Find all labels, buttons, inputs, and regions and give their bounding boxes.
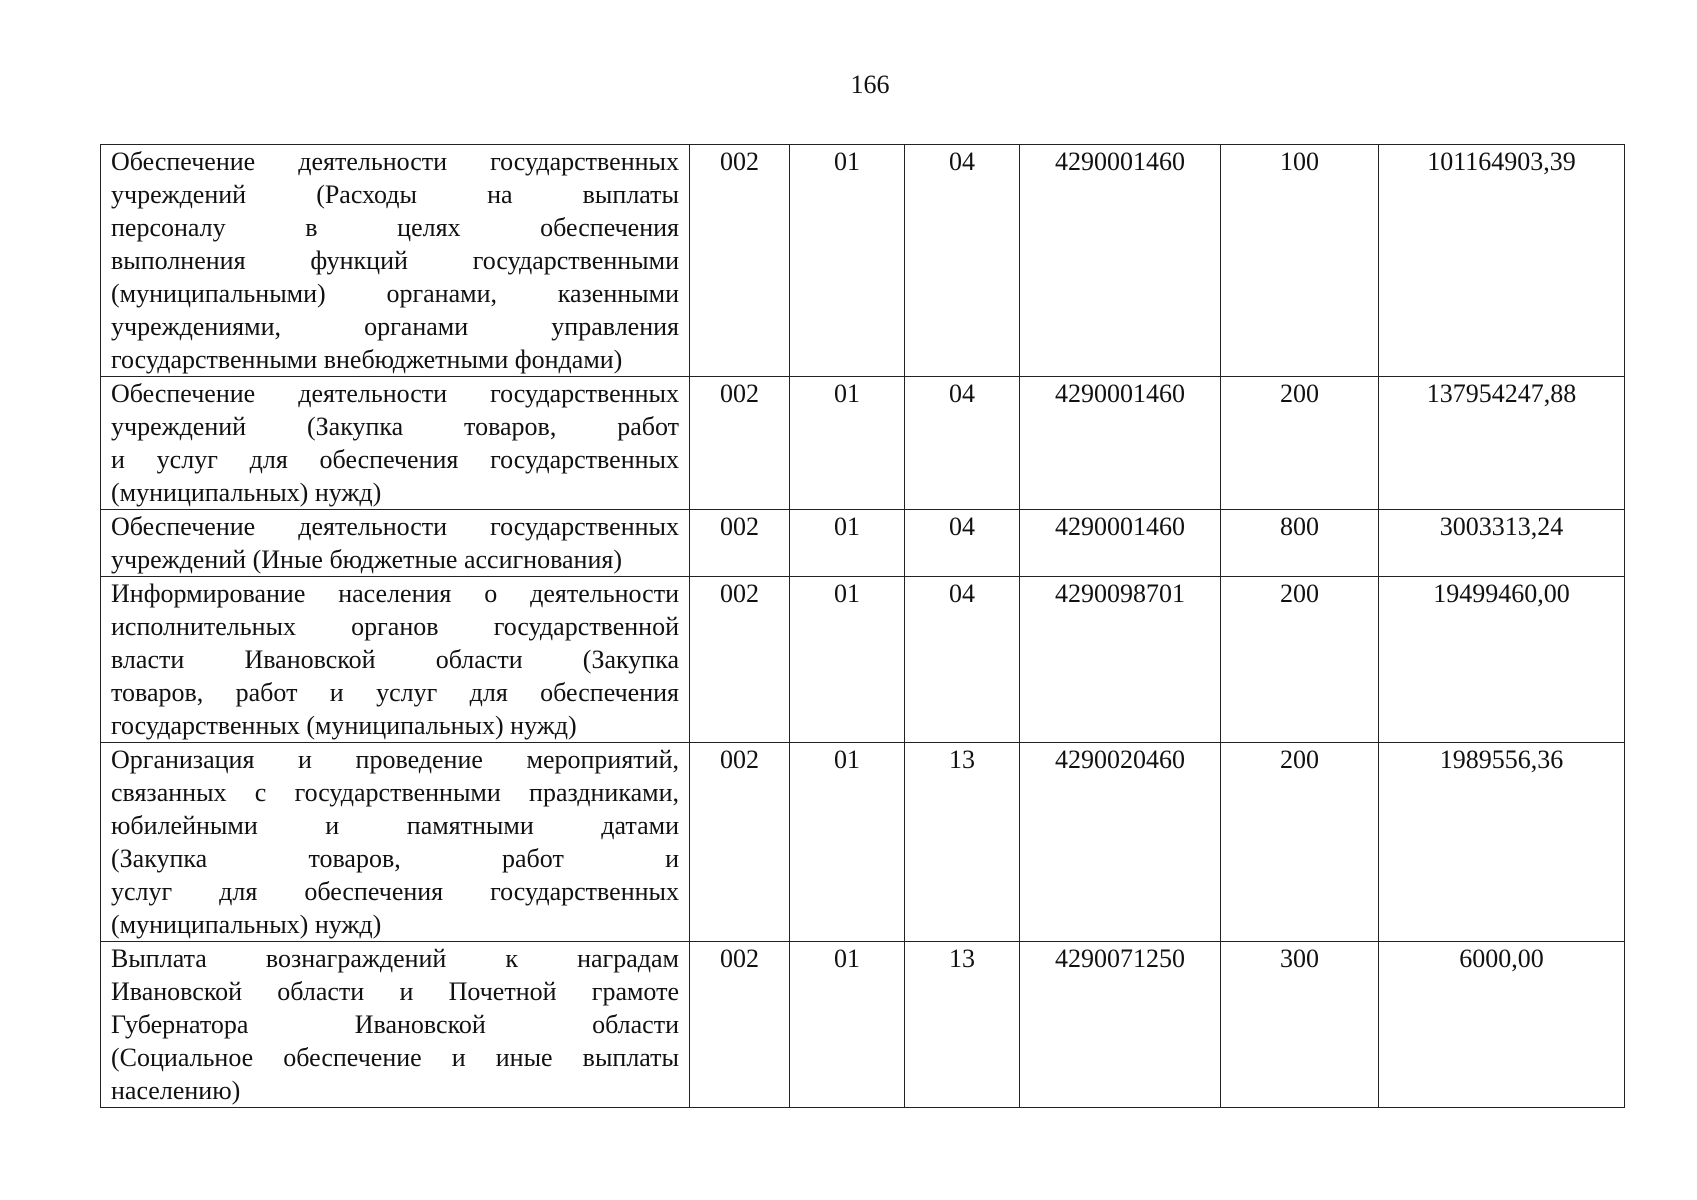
section-code: 01 [790,577,905,743]
target-item-code: 4290001460 [1020,145,1221,377]
ministry-code: 002 [690,510,790,577]
table-row [101,145,1625,377]
description-line: государственными внебюджетными фондами) [111,345,623,374]
description-line: Обеспечение деятельности государственных [111,379,679,408]
section-code: 01 [790,743,905,942]
description-line: (муниципальных) нужд) [111,478,382,507]
description-line: юбилейными и памятными датами [111,811,679,840]
description-line: Ивановской области и Почетной грамоте [111,977,679,1006]
ministry-code: 002 [690,577,790,743]
description-line: Выплата вознаграждений к наградам [111,944,679,973]
description-line: власти Ивановской области (Закупка [111,645,679,674]
description-line: населению) [111,1076,241,1105]
amount: 3003313,24 [1379,510,1625,577]
section-code: 01 [790,510,905,577]
description-line: (муниципальных) нужд) [111,910,382,939]
table-row [101,743,1625,942]
description-line: выполнения функций государственными [111,246,679,275]
amount: 101164903,39 [1379,145,1625,377]
amount: 137954247,88 [1379,377,1625,510]
description-line: и услуг для обеспечения государственных [111,445,679,474]
description-line: Губернатора Ивановской области [111,1010,679,1039]
description-line: учреждениями, органами управления [111,312,679,341]
table-row [101,377,1625,510]
expense-description [101,145,690,377]
description-line: Информирование населения о деятельности [111,579,679,608]
table-row [101,510,1625,577]
description-line: (Социальное обеспечение и иные выплаты [111,1043,679,1072]
description-line: (Закупка товаров, работ и [111,844,679,873]
ministry-code: 002 [690,942,790,1108]
target-item-code: 4290001460 [1020,377,1221,510]
description-line: услуг для обеспечения государственных [111,877,679,906]
description-line: Обеспечение деятельности государственных [111,147,679,176]
description-line: персоналу в целях обеспечения [111,213,679,242]
expense-type-code: 100 [1221,145,1379,377]
subsection-code: 04 [905,377,1020,510]
subsection-code: 04 [905,510,1020,577]
description-line: государственных (муниципальных) нужд) [111,711,577,740]
table-row [101,577,1625,743]
description-line: исполнительных органов государственной [111,612,679,641]
subsection-code: 13 [905,743,1020,942]
expense-description [101,743,690,942]
section-code: 01 [790,145,905,377]
ministry-code: 002 [690,743,790,942]
subsection-code: 04 [905,577,1020,743]
description-line: Обеспечение деятельности государственных [111,512,679,541]
description-line: учреждений (Иные бюджетные ассигнования) [111,545,622,574]
subsection-code: 13 [905,942,1020,1108]
section-code: 01 [790,377,905,510]
expense-description [101,510,690,577]
description-line: товаров, работ и услуг для обеспечения [111,678,679,707]
expense-type-code: 200 [1221,577,1379,743]
expense-description [101,377,690,510]
budget-table [100,144,1625,1108]
description-line: учреждений (Расходы на выплаты [111,180,679,209]
expense-type-code: 200 [1221,743,1379,942]
description-line: учреждений (Закупка товаров, работ [111,412,679,441]
description-line: (муниципальными) органами, казенными [111,279,679,308]
expense-description [101,577,690,743]
description-line: связанных с государственными праздниками, [111,778,679,807]
amount: 1989556,36 [1379,743,1625,942]
expense-type-code: 300 [1221,942,1379,1108]
amount: 19499460,00 [1379,577,1625,743]
amount: 6000,00 [1379,942,1625,1108]
table-row [101,942,1625,1108]
subsection-code: 04 [905,145,1020,377]
ministry-code: 002 [690,145,790,377]
ministry-code: 002 [690,377,790,510]
expense-type-code: 200 [1221,377,1379,510]
target-item-code: 4290071250 [1020,942,1221,1108]
description-line: Организация и проведение мероприятий, [111,745,679,774]
target-item-code: 4290098701 [1020,577,1221,743]
page-number: 166 [850,70,890,99]
expense-description [101,942,690,1108]
table-body [101,145,1625,1108]
target-item-code: 4290001460 [1020,510,1221,577]
target-item-code: 4290020460 [1020,743,1221,942]
expense-type-code: 800 [1221,510,1379,577]
section-code: 01 [790,942,905,1108]
